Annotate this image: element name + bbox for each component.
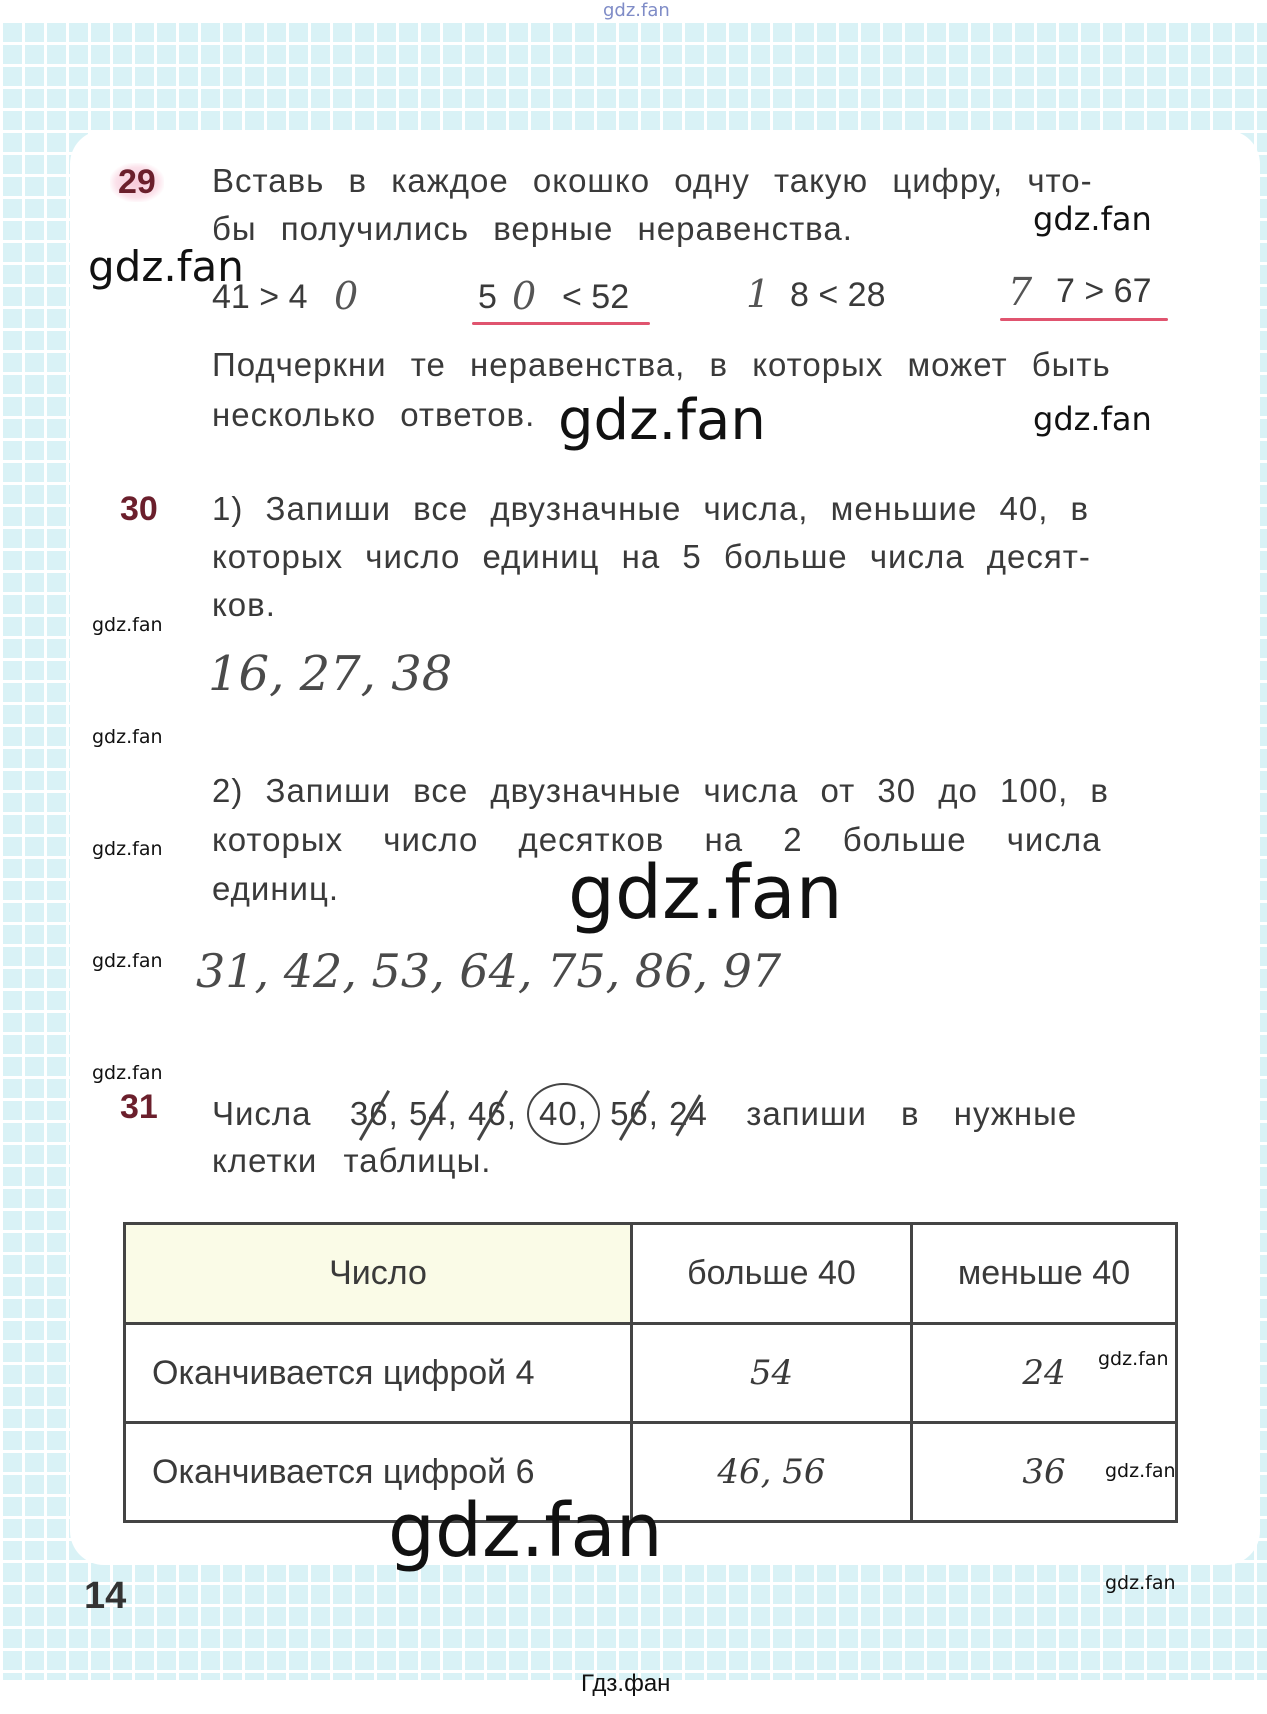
table-row — [125, 1324, 1177, 1423]
watermark: gdz.fan — [92, 1062, 163, 1084]
table-cell-more: 46, 56 — [632, 1423, 912, 1522]
watermark-top: gdz.fan — [603, 0, 670, 21]
task29-line3: Подчеркни те неравенства, в которых может быть — [212, 346, 1111, 383]
underline-inequality-4 — [1000, 318, 1168, 321]
watermark: gdz.fan — [1033, 400, 1152, 438]
task31-line2: клетки таблицы. — [212, 1142, 492, 1179]
watermark: gdz.fan — [1098, 1348, 1169, 1370]
inequality-2-answer: 0 — [512, 274, 537, 318]
table-cell-less: 36 — [912, 1423, 1177, 1522]
table-cell-more: 54 — [632, 1324, 912, 1423]
task30-p1-answer: 16, 27, 38 — [208, 646, 453, 702]
task30-p1-line2: которых число единиц на 5 больше числа десят- — [212, 538, 1091, 575]
page-caption: Гдз.фан — [581, 1670, 671, 1697]
watermark: gdz.fan — [1105, 1572, 1176, 1594]
watermark: gdz.fan — [88, 242, 244, 291]
task30-p2-line2: которых число десятков на 2 больше числа — [212, 821, 1102, 858]
underline-inequality-2 — [472, 322, 650, 325]
task30-p2-answer: 31, 42, 53, 64, 75, 86, 97 — [196, 944, 782, 998]
table-cell-less: 24 — [912, 1324, 1177, 1423]
watermark: gdz.fan — [92, 614, 163, 636]
task-number-29: 29 — [110, 163, 164, 202]
watermark: gdz.fan — [92, 838, 163, 860]
task31-line1-start: Числа — [212, 1095, 312, 1132]
watermark: gdz.fan — [558, 388, 766, 453]
number-24: 24 — [669, 1089, 708, 1139]
inequality-1-left: 41 > 4 — [212, 278, 308, 316]
task31-line1-end: запиши в нужные — [746, 1095, 1078, 1132]
watermark: gdz.fan — [568, 850, 843, 936]
number-36: 36, — [350, 1089, 399, 1139]
task30-p2-line3: единиц. — [212, 870, 340, 907]
task29-line4: несколько ответов. — [212, 396, 536, 433]
watermark: gdz.fan — [92, 726, 163, 748]
table-header-number: Число — [125, 1224, 632, 1324]
table-header-row — [125, 1224, 1177, 1324]
inequality-3-right: 8 < 28 — [790, 276, 886, 314]
table-row-label: Оканчивается цифрой 6 — [125, 1423, 632, 1522]
page-number: 14 — [84, 1575, 127, 1617]
watermark: gdz.fan — [1105, 1460, 1176, 1482]
inequality-2-right: < 52 — [562, 278, 630, 316]
inequality-3-answer: 1 — [746, 272, 771, 316]
number-46: 46, — [468, 1089, 517, 1139]
task30-p1-line3: ков. — [212, 586, 276, 623]
inequality-4-answer: 7 — [1008, 270, 1033, 314]
task30-p2-line1: 2) Запиши все двузначные числа от 30 до 100, в — [212, 772, 1109, 809]
table-row-label: Оканчивается цифрой 4 — [125, 1324, 632, 1423]
number-54: 54, — [409, 1089, 458, 1139]
watermark: gdz.fan — [388, 1488, 663, 1574]
number-40-circled: 40, — [527, 1083, 600, 1145]
watermark: gdz.fan — [92, 950, 163, 972]
number-56: 56, — [610, 1089, 659, 1139]
task29-line1: Вставь в каждое окошко одну такую цифру, что- — [212, 162, 1093, 199]
table-header-more: больше 40 — [632, 1224, 912, 1324]
inequality-1-answer: 0 — [334, 274, 359, 318]
answer-table — [123, 1222, 1178, 1523]
task-number-31: 31 — [120, 1088, 158, 1126]
watermark: gdz.fan — [1033, 200, 1152, 238]
task30-p1-line1: 1) Запиши все двузначные числа, меньшие 40, в — [212, 490, 1090, 527]
table-header-less: меньше 40 — [912, 1224, 1177, 1324]
task29-line2: бы получились верные неравенства. — [212, 210, 853, 247]
task-number-30: 30 — [120, 490, 158, 528]
inequality-2-left: 5 — [478, 278, 497, 316]
inequality-4-right: 7 > 67 — [1056, 272, 1152, 310]
